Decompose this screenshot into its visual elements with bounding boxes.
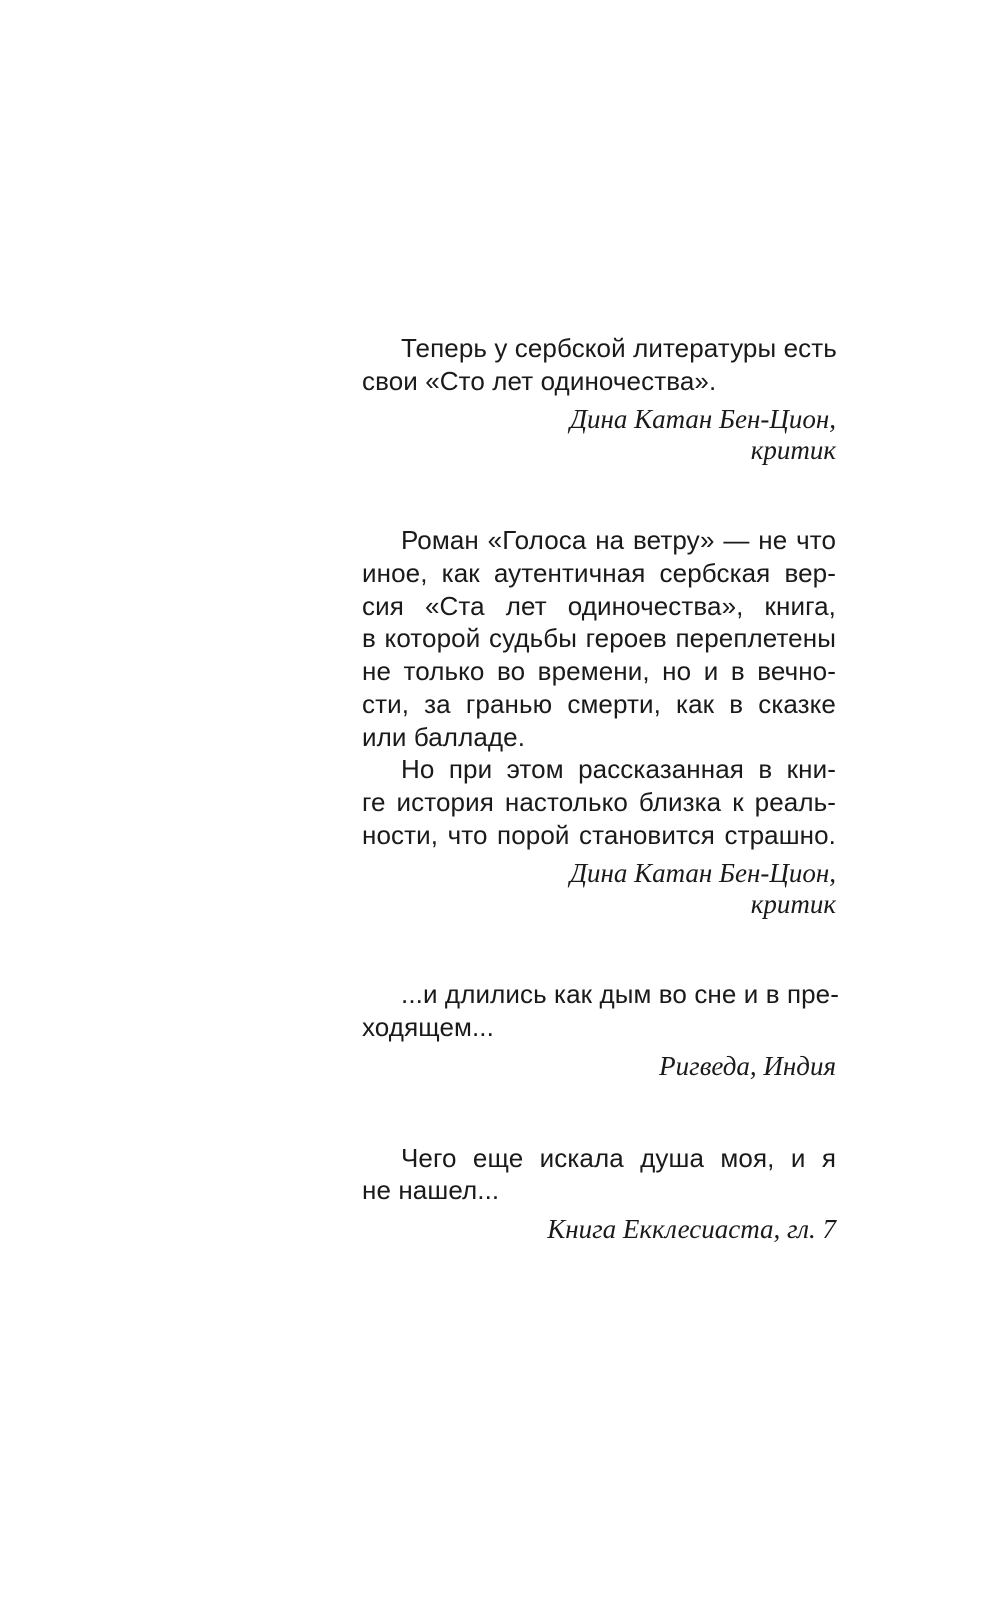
text-line: в которой судьбы героев переплетены <box>362 623 836 654</box>
text-line: Теперь у сербской литературы есть <box>401 333 837 363</box>
quote-block-3 <box>362 978 839 1081</box>
text-line: сти, за гранью смерти, как в сказке <box>362 688 836 719</box>
text-line: иное, как аутентичная сербская вер- <box>362 558 836 589</box>
quote-author: Дина Катан Бен-Цион, <box>569 858 836 889</box>
quote-source: Книга Екклесиаста, гл. 7 <box>547 1214 836 1244</box>
text-line: или балладе. <box>362 721 526 752</box>
quote-author-role: критик <box>750 435 836 466</box>
quote-source: Ригведа, Индия <box>659 1050 836 1081</box>
quote-block-4 <box>362 1142 836 1245</box>
text-line: ...и длились как дым во сне и в пре- <box>401 979 839 1010</box>
quote-author: Дина Катан Бен-Цион, <box>569 404 836 435</box>
text-line: Но при этом рассказанная в кни- <box>401 754 836 785</box>
text-line: свои «Сто лет одиночества». <box>362 365 717 396</box>
text-line: ходящем... <box>362 1011 494 1042</box>
text-line: не только во времени, но и в вечно- <box>362 656 836 687</box>
quote-author-role: критик <box>750 889 836 920</box>
text-line: ности, что порой становится страшно. <box>362 819 836 850</box>
text-line: Роман «Голоса на ветру» — не что <box>401 525 836 556</box>
quote-block-2 <box>362 524 836 920</box>
text-line: не нашел... <box>362 1175 500 1206</box>
text-line: ге история настолько близка к реаль- <box>362 786 836 817</box>
quote-block-1 <box>362 332 836 466</box>
text-line: сия «Ста лет одиночества», книга, <box>362 590 836 621</box>
text-line: Чего еще искала душа моя, и я <box>401 1142 836 1173</box>
epigraph-page <box>362 332 839 1245</box>
